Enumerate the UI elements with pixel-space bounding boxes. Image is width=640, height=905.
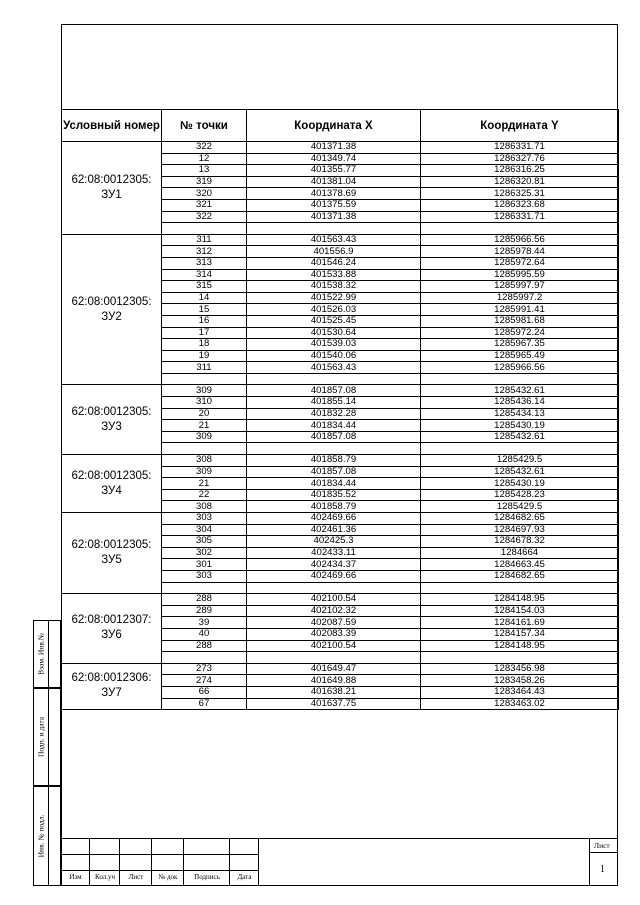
- point-number-cell: 303: [162, 570, 247, 582]
- point-number-cell: 311: [162, 362, 247, 374]
- point-number-cell: [162, 582, 247, 594]
- coordinates-table: [61, 109, 619, 710]
- point-number-cell: 322: [162, 211, 247, 223]
- coordinate-x-cell: 402083.39: [247, 628, 421, 640]
- point-number-cell: 16: [162, 315, 247, 327]
- point-number-cell: 66: [162, 686, 247, 698]
- point-number-cell: 17: [162, 327, 247, 339]
- point-number-cell: 310: [162, 397, 247, 409]
- coordinate-y-cell: 1285436.14: [421, 397, 619, 409]
- coordinate-x-cell: 401563.43: [247, 362, 421, 374]
- side-label-signature-date: Подп. и дата: [36, 716, 46, 758]
- table-row: [62, 455, 619, 467]
- point-number-cell: 20: [162, 408, 247, 420]
- coordinate-y-cell: [421, 443, 619, 455]
- coordinate-x-cell: 401835.52: [247, 489, 421, 501]
- coordinate-y-cell: 1285428.23: [421, 489, 619, 501]
- point-number-cell: 321: [162, 199, 247, 211]
- conditional-number-cell: 62:08:0012305: ЗУ5: [62, 513, 162, 594]
- coordinate-y-cell: 1284148.95: [421, 594, 619, 606]
- coordinate-x-cell: 401638.21: [247, 686, 421, 698]
- coordinate-x-cell: 401563.43: [247, 234, 421, 246]
- point-number-cell: 314: [162, 269, 247, 281]
- coordinate-x-cell: 402087.59: [247, 617, 421, 629]
- coordinate-y-cell: 1285432.61: [421, 431, 619, 443]
- side-label-original-inv: Инв. № подл.: [36, 814, 46, 858]
- coordinate-y-cell: [421, 582, 619, 594]
- coordinate-y-cell: 1285965.49: [421, 350, 619, 362]
- coordinate-x-cell: [247, 443, 421, 455]
- coordinate-y-cell: 1286331.71: [421, 211, 619, 223]
- coordinate-y-cell: 1285967.35: [421, 339, 619, 351]
- coordinate-x-cell: 402461.36: [247, 524, 421, 536]
- coordinate-y-cell: 1283463.02: [421, 698, 619, 710]
- table-header-row: [62, 110, 619, 142]
- point-number-cell: 311: [162, 234, 247, 246]
- stamp-col-change: Изм: [69, 873, 82, 881]
- coordinate-y-cell: 1286316.25: [421, 165, 619, 177]
- coordinate-y-cell: [421, 652, 619, 664]
- coordinate-y-cell: 1283456.98: [421, 663, 619, 675]
- coordinate-x-cell: 401349.74: [247, 153, 421, 165]
- coordinate-y-cell: 1284682.65: [421, 570, 619, 582]
- coordinate-y-cell: 1284682.65: [421, 513, 619, 525]
- coordinate-x-cell: 402100.54: [247, 640, 421, 652]
- coordinate-x-cell: 402433.11: [247, 547, 421, 559]
- conditional-number-cell: 62:08:0012305: ЗУ1: [62, 142, 162, 235]
- sheet-label: Лист: [594, 841, 610, 850]
- point-number-cell: 19: [162, 350, 247, 362]
- table-row: [62, 513, 619, 525]
- coordinate-y-cell: 1284157.34: [421, 628, 619, 640]
- point-number-cell: 309: [162, 431, 247, 443]
- stamp-col-date: Дата: [237, 873, 252, 881]
- point-number-cell: 67: [162, 698, 247, 710]
- coordinate-x-cell: 401649.88: [247, 675, 421, 687]
- point-number-cell: 320: [162, 188, 247, 200]
- conditional-number-cell: 62:08:0012306: ЗУ7: [62, 663, 162, 709]
- coordinate-x-cell: 402100.54: [247, 594, 421, 606]
- header-point-number: № точки: [162, 110, 247, 142]
- coordinate-x-cell: 401355.77: [247, 165, 421, 177]
- table-row: [62, 663, 619, 675]
- point-number-cell: 304: [162, 524, 247, 536]
- coordinate-y-cell: 1285981.68: [421, 315, 619, 327]
- coordinate-x-cell: 402102.32: [247, 605, 421, 617]
- point-number-cell: 309: [162, 466, 247, 478]
- table-row: [62, 142, 619, 154]
- coordinate-y-cell: 1285972.24: [421, 327, 619, 339]
- point-number-cell: [162, 373, 247, 385]
- point-number-cell: 322: [162, 142, 247, 154]
- coordinate-y-cell: 1285430.19: [421, 420, 619, 432]
- table-body: [62, 142, 619, 710]
- coordinate-x-cell: 401858.79: [247, 501, 421, 513]
- point-number-cell: 21: [162, 478, 247, 490]
- point-number-cell: 289: [162, 605, 247, 617]
- coordinate-y-cell: 1283464.43: [421, 686, 619, 698]
- coordinate-y-cell: 1285966.56: [421, 362, 619, 374]
- coordinate-x-cell: 401857.08: [247, 385, 421, 397]
- coordinate-x-cell: 402425.3: [247, 536, 421, 548]
- sheet-number: 1: [600, 864, 605, 875]
- point-number-cell: 274: [162, 675, 247, 687]
- coordinate-y-cell: 1285432.61: [421, 466, 619, 478]
- coordinate-y-cell: 1284154.03: [421, 605, 619, 617]
- coordinate-x-cell: 401533.88: [247, 269, 421, 281]
- coordinate-x-cell: 401538.32: [247, 281, 421, 293]
- side-label-replacement-inv: Взам. Инв.№: [36, 633, 46, 675]
- coordinate-y-cell: 1285430.19: [421, 478, 619, 490]
- coordinate-y-cell: 1284664: [421, 547, 619, 559]
- coordinate-x-cell: 401540.06: [247, 350, 421, 362]
- point-number-cell: 288: [162, 640, 247, 652]
- coordinate-y-cell: 1285991.41: [421, 304, 619, 316]
- coordinate-x-cell: 402434.37: [247, 559, 421, 571]
- point-number-cell: 302: [162, 547, 247, 559]
- coordinate-y-cell: 1285429.5: [421, 455, 619, 467]
- point-number-cell: 313: [162, 257, 247, 269]
- point-number-cell: 18: [162, 339, 247, 351]
- coordinate-x-cell: 401522.99: [247, 292, 421, 304]
- coordinate-y-cell: [421, 223, 619, 235]
- point-number-cell: [162, 223, 247, 235]
- point-number-cell: 14: [162, 292, 247, 304]
- coordinate-x-cell: [247, 652, 421, 664]
- table-row: [62, 385, 619, 397]
- coordinate-x-cell: 401858.79: [247, 455, 421, 467]
- stamp-col-quantity: Кол.уч: [95, 873, 115, 881]
- coordinate-x-cell: 401375.59: [247, 199, 421, 211]
- coordinate-y-cell: 1284161.69: [421, 617, 619, 629]
- coordinate-x-cell: 402469.66: [247, 513, 421, 525]
- coordinate-x-cell: 401539.03: [247, 339, 421, 351]
- coordinate-y-cell: 1285978.44: [421, 246, 619, 258]
- coordinate-x-cell: [247, 223, 421, 235]
- header-coordinate-y: Координата Y: [421, 110, 619, 142]
- table-row: [62, 594, 619, 606]
- point-number-cell: 288: [162, 594, 247, 606]
- coordinate-x-cell: [247, 373, 421, 385]
- coordinate-x-cell: 401857.08: [247, 466, 421, 478]
- side-box-signature-date: [33, 688, 61, 786]
- coordinate-x-cell: 401530.64: [247, 327, 421, 339]
- table-row: [62, 234, 619, 246]
- stamp-col-doc-number: № док: [158, 873, 178, 881]
- coordinate-y-cell: 1285972.64: [421, 257, 619, 269]
- coordinate-y-cell: [421, 373, 619, 385]
- coordinate-x-cell: 401556.9: [247, 246, 421, 258]
- coordinate-x-cell: 401371.38: [247, 142, 421, 154]
- conditional-number-cell: 62:08:0012305: ЗУ3: [62, 385, 162, 455]
- point-number-cell: 40: [162, 628, 247, 640]
- point-number-cell: 273: [162, 663, 247, 675]
- conditional-number-cell: 62:08:0012305: ЗУ2: [62, 234, 162, 385]
- coordinate-x-cell: 401857.08: [247, 431, 421, 443]
- coordinate-x-cell: 401526.03: [247, 304, 421, 316]
- coordinate-x-cell: 401381.04: [247, 176, 421, 188]
- coordinate-x-cell: 401855.14: [247, 397, 421, 409]
- stamp-col-signature: Подпись: [194, 873, 220, 881]
- coordinate-y-cell: 1286331.71: [421, 142, 619, 154]
- point-number-cell: 13: [162, 165, 247, 177]
- coordinate-y-cell: 1285997.2: [421, 292, 619, 304]
- coordinate-y-cell: 1283458.26: [421, 675, 619, 687]
- coordinate-x-cell: 402469.66: [247, 570, 421, 582]
- point-number-cell: 39: [162, 617, 247, 629]
- point-number-cell: 305: [162, 536, 247, 548]
- coordinate-x-cell: 401371.38: [247, 211, 421, 223]
- coordinate-x-cell: 401525.45: [247, 315, 421, 327]
- coordinate-x-cell: 401834.44: [247, 420, 421, 432]
- coordinate-y-cell: 1284148.95: [421, 640, 619, 652]
- coordinate-y-cell: 1285429.5: [421, 501, 619, 513]
- point-number-cell: [162, 443, 247, 455]
- point-number-cell: 15: [162, 304, 247, 316]
- coordinate-y-cell: 1284697.93: [421, 524, 619, 536]
- side-box-original-inv: [33, 786, 61, 886]
- point-number-cell: 21: [162, 420, 247, 432]
- coordinate-y-cell: 1286323.68: [421, 199, 619, 211]
- side-box-replacement-inv: [33, 620, 61, 688]
- coordinate-x-cell: 401637.75: [247, 698, 421, 710]
- point-number-cell: 308: [162, 455, 247, 467]
- point-number-cell: 12: [162, 153, 247, 165]
- point-number-cell: 312: [162, 246, 247, 258]
- coordinate-y-cell: 1285432.61: [421, 385, 619, 397]
- header-conditional-number: Условный номер: [62, 110, 162, 142]
- coordinate-y-cell: 1286320.81: [421, 176, 619, 188]
- coordinate-y-cell: 1285434.13: [421, 408, 619, 420]
- coordinate-y-cell: 1284663.45: [421, 559, 619, 571]
- coordinate-x-cell: 401832.28: [247, 408, 421, 420]
- point-number-cell: 22: [162, 489, 247, 501]
- header-coordinate-x: Координата X: [247, 110, 421, 142]
- coordinate-x-cell: 401378.69: [247, 188, 421, 200]
- coordinate-y-cell: 1285995.59: [421, 269, 619, 281]
- point-number-cell: 308: [162, 501, 247, 513]
- title-block-stamp: [61, 838, 618, 886]
- coordinate-y-cell: 1284678.32: [421, 536, 619, 548]
- coordinate-y-cell: 1285997.97: [421, 281, 619, 293]
- stamp-col-sheet: Лист: [128, 873, 144, 881]
- coordinate-y-cell: 1286327.76: [421, 153, 619, 165]
- point-number-cell: [162, 652, 247, 664]
- coordinate-y-cell: 1285966.56: [421, 234, 619, 246]
- coordinate-x-cell: 401546.24: [247, 257, 421, 269]
- conditional-number-cell: 62:08:0012305: ЗУ4: [62, 455, 162, 513]
- point-number-cell: 303: [162, 513, 247, 525]
- point-number-cell: 319: [162, 176, 247, 188]
- coordinate-y-cell: 1286325.31: [421, 188, 619, 200]
- coordinate-x-cell: 401649.47: [247, 663, 421, 675]
- point-number-cell: 301: [162, 559, 247, 571]
- point-number-cell: 309: [162, 385, 247, 397]
- point-number-cell: 315: [162, 281, 247, 293]
- coordinate-x-cell: [247, 582, 421, 594]
- conditional-number-cell: 62:08:0012307: ЗУ6: [62, 594, 162, 664]
- coordinate-x-cell: 401834.44: [247, 478, 421, 490]
